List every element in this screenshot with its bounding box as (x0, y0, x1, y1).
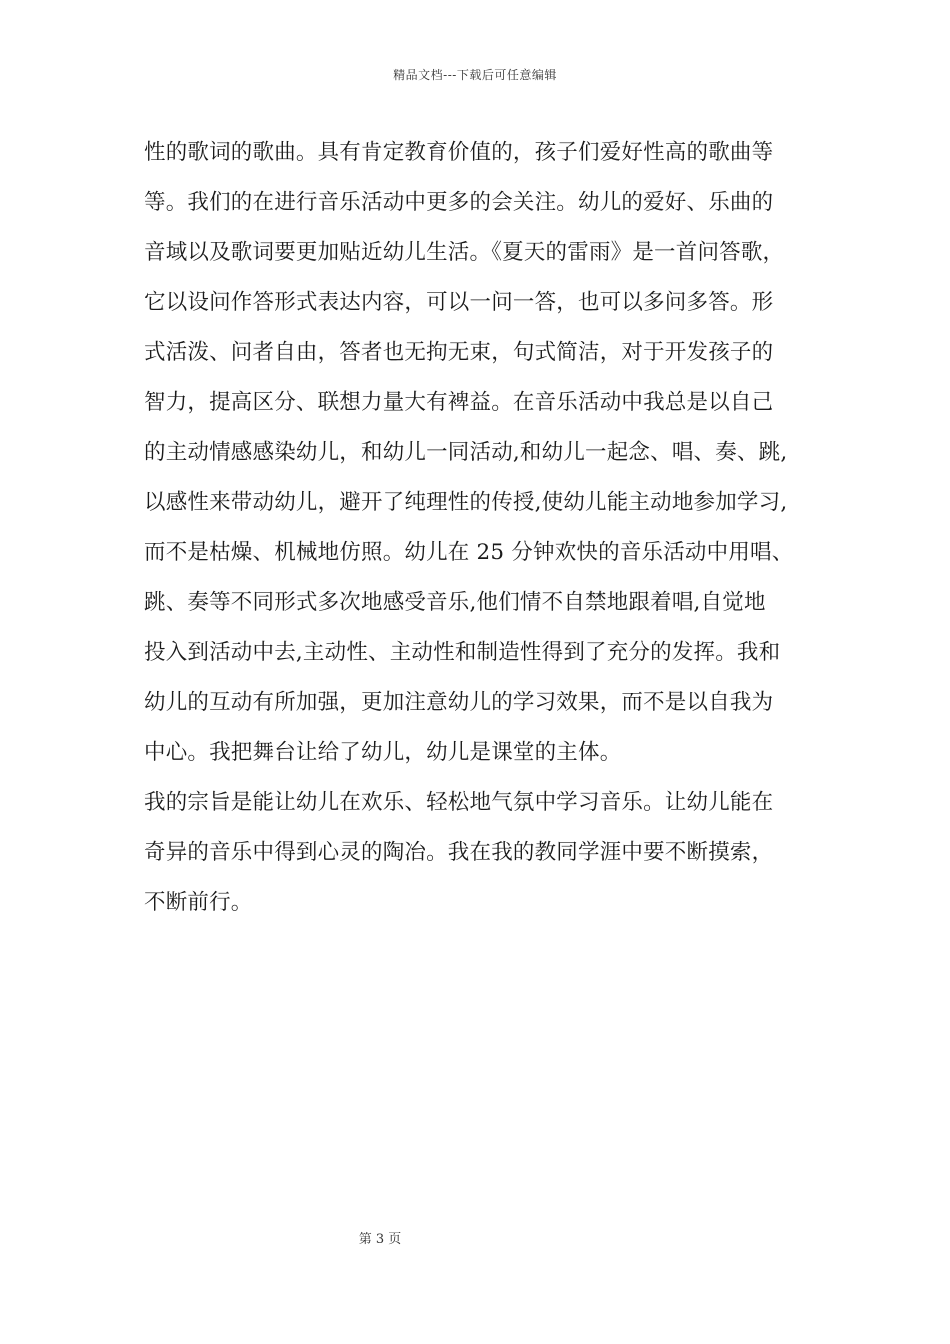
text-line: 智力，提高区分、联想力量大有裨益。在音乐活动中我总是以自己 (144, 390, 774, 415)
text-line: 奇异的音乐中得到心灵的陶冶。我在我的教同学涯中要不断摸索， (144, 840, 774, 865)
text-line: 它以设问作答形式表达内容，可以一问一答，也可以多问多答。形 (144, 290, 774, 315)
text-line: 式活泼、问者自由，答者也无拘无束，句式简洁，对于开发孩子的 (144, 340, 774, 365)
document-body (144, 133, 824, 933)
text-line: 的主动情感感染幼儿，和幼儿一同活动,和幼儿一起念、唱、奏、跳, (144, 440, 788, 465)
text-line: 幼儿的互动有所加强，更加注意幼儿的学习效果，而不是以自我为 (144, 690, 774, 715)
text-line: 音域以及歌词要更加贴近幼儿生活。《夏天的雷雨》是一首问答歌， (144, 240, 785, 265)
text-line: 中心。我把舞台让给了幼儿，幼儿是课堂的主体。 (144, 740, 622, 765)
text-line: 以感性来带动幼儿，避开了纯理性的传授,使幼儿能主动地参加学习, (144, 490, 788, 515)
text-line: 我的宗旨是能让幼儿在欢乐、轻松地气氛中学习音乐。让幼儿能在 (144, 790, 774, 815)
text-line: 投入到活动中去,主动性、主动性和制造性得到了充分的发挥。我和 (144, 640, 781, 665)
page-number: 第 3 页 (358, 1232, 402, 1247)
page-header: 精品文档---下载后可任意编辑 (393, 68, 557, 82)
text-line: 而不是枯燥、机械地仿照。幼儿在 25 分钟欢快的音乐活动中用唱、 (144, 540, 794, 565)
text-line: 等。我们的在进行音乐活动中更多的会关注。幼儿的爱好、乐曲的 (144, 190, 774, 215)
text-line: 不断前行。 (144, 890, 253, 915)
text-line: 性的歌词的歌曲。具有肯定教育价值的，孩子们爱好性高的歌曲等 (144, 140, 774, 165)
text-line: 跳、奏等不同形式多次地感受音乐,他们情不自禁地跟着唱,自觉地 (144, 590, 766, 615)
